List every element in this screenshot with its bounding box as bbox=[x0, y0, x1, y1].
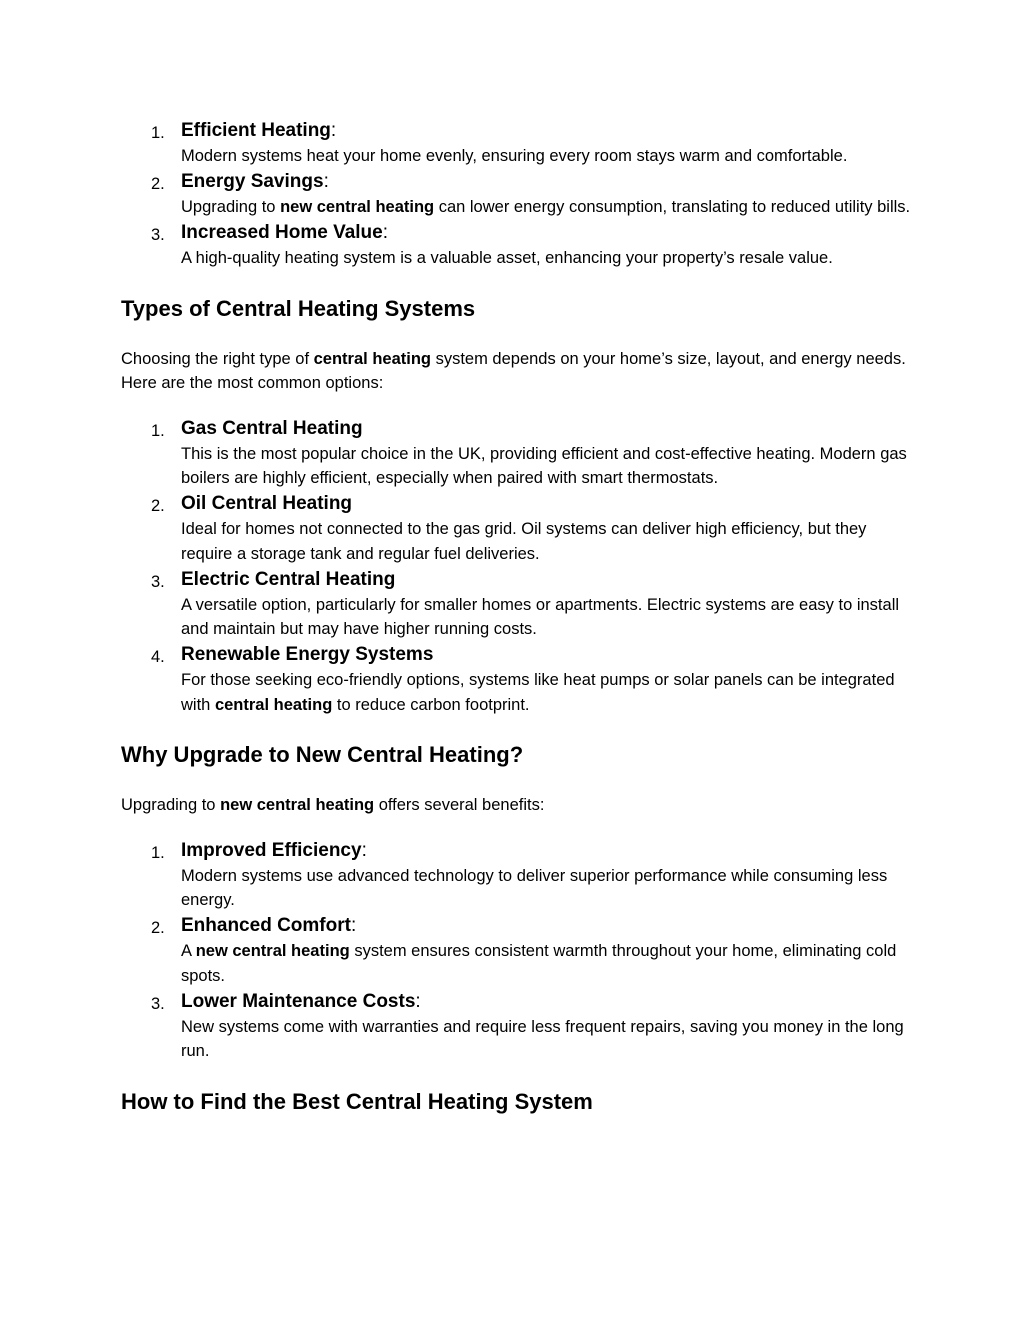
list-number: 4. bbox=[151, 648, 165, 666]
list-item-title-suffix: : bbox=[350, 915, 357, 936]
list-number: 1. bbox=[151, 843, 165, 862]
benefits-list bbox=[121, 118, 911, 271]
list-item-title-text: Gas Central Heating bbox=[181, 417, 363, 439]
list-item-title-suffix: : bbox=[330, 120, 337, 141]
text-run: Modern systems use advanced technology to deliver superior performance while consuming less energy. bbox=[181, 866, 888, 909]
text-run: Modern systems heat your home evenly, ensuring every room stays warm and comfortable. bbox=[181, 147, 848, 165]
list-item-description bbox=[181, 246, 911, 271]
text-run: For those seeking eco-friendly options, systems like heat pumps or solar panels can be integrated with bbox=[181, 671, 895, 714]
list-item-title bbox=[181, 220, 911, 246]
bold-keyword: new central heating bbox=[280, 198, 435, 216]
list-item-title bbox=[181, 118, 911, 144]
list-number: 2. bbox=[151, 175, 165, 193]
list-item-description bbox=[181, 939, 911, 988]
section-heading-upgrade: Why Upgrade to New Central Heating? bbox=[121, 742, 524, 767]
list-item-title-suffix: : bbox=[415, 990, 421, 1012]
list-item-title-suffix: : bbox=[361, 839, 367, 861]
list-item-title bbox=[181, 989, 911, 1015]
list-item-title bbox=[181, 913, 911, 939]
list-item-title bbox=[181, 567, 911, 593]
text-run: Ideal for homes not connected to the gas grid. Oil systems can deliver high efficiency, but they require a storage tank and regular fuel deliveries. bbox=[181, 520, 867, 563]
list-item-title-text: Oil Central Heating bbox=[181, 493, 353, 514]
list-item bbox=[121, 567, 911, 642]
list-item-title-text: Increased Home Value bbox=[181, 222, 383, 243]
list-item-title bbox=[181, 642, 911, 668]
paragraph-types-intro bbox=[121, 347, 911, 396]
text-run: to reduce carbon footprint. bbox=[332, 695, 530, 714]
text-run: Upgrading to bbox=[181, 198, 281, 216]
bold-keyword: new central heating bbox=[195, 942, 350, 960]
list-item-title bbox=[181, 491, 911, 517]
text-run: A bbox=[181, 942, 196, 960]
list-item bbox=[121, 989, 911, 1064]
list-number: 2. bbox=[151, 497, 165, 515]
list-item-description bbox=[181, 195, 911, 220]
list-item bbox=[121, 169, 911, 220]
list-item-title-text: Electric Central Heating bbox=[181, 568, 396, 590]
text-run: New systems come with warranties and require less frequent repairs, saving you money in the long run. bbox=[181, 1017, 904, 1060]
list-number: 3. bbox=[151, 226, 165, 244]
list-number: 3. bbox=[151, 994, 165, 1013]
list-item bbox=[121, 220, 911, 271]
list-item-title-text: Efficient Heating bbox=[181, 120, 331, 141]
list-item bbox=[121, 838, 911, 913]
list-number: 2. bbox=[151, 919, 165, 937]
text-run: This is the most popular choice in the UK, providing efficient and cost-effective heating. Modern gas boilers are highly efficient, especially when paired with smart thermostats. bbox=[181, 444, 907, 487]
bold-keyword: central heating bbox=[313, 349, 431, 368]
text-run: system ensures consistent warmth throughout your home, eliminating cold spots. bbox=[181, 942, 897, 985]
text-run: can lower energy consumption, translating to reduced utility bills. bbox=[434, 198, 911, 216]
list-item-description bbox=[181, 593, 911, 642]
list-number: 1. bbox=[151, 421, 165, 440]
text-run: Upgrading to bbox=[121, 796, 221, 814]
list-item-title-text: Enhanced Comfort bbox=[181, 915, 351, 936]
text-run: A high-quality heating system is a valuable asset, enhancing your property’s resale value. bbox=[181, 249, 833, 267]
list-item-title-text: Improved Efficiency bbox=[181, 839, 362, 861]
list-item-title-suffix: : bbox=[323, 171, 329, 192]
text-run: Choosing the right type of bbox=[121, 349, 314, 368]
list-item-description bbox=[181, 517, 911, 566]
list-item-description bbox=[181, 668, 911, 717]
list-item bbox=[121, 416, 911, 491]
list-item-description bbox=[181, 442, 911, 491]
list-item bbox=[121, 491, 911, 566]
bold-keyword: central heating bbox=[214, 695, 333, 714]
text-run: system depends on your home’s size, layout, and energy needs. Here are the most common options: bbox=[121, 349, 906, 392]
list-item-title-suffix: : bbox=[382, 222, 388, 243]
upgrade-benefits-list bbox=[121, 838, 911, 1064]
list-item-title bbox=[181, 416, 911, 442]
list-item bbox=[121, 118, 911, 169]
list-item-description bbox=[181, 144, 911, 169]
document-page bbox=[121, 118, 911, 1117]
list-item-title bbox=[181, 838, 911, 864]
list-item-title-text: Renewable Energy Systems bbox=[181, 644, 434, 665]
list-item-description bbox=[181, 1015, 911, 1064]
bold-keyword: new central heating bbox=[220, 796, 375, 814]
list-item-title-text: Energy Savings bbox=[181, 171, 324, 192]
text-run: offers several benefits: bbox=[374, 796, 545, 814]
list-number: 1. bbox=[151, 124, 165, 142]
list-item bbox=[121, 913, 911, 988]
list-item-title bbox=[181, 169, 911, 195]
section-heading-find: How to Find the Best Central Heating System bbox=[121, 1088, 593, 1114]
list-item-title-text: Lower Maintenance Costs bbox=[181, 990, 416, 1012]
section-heading-types: Types of Central Heating Systems bbox=[121, 295, 476, 321]
list-number: 3. bbox=[151, 572, 165, 591]
heating-types-list bbox=[121, 416, 911, 718]
text-run: A versatile option, particularly for smaller homes or apartments. Electric systems are easy to install and maintain but may have higher running costs. bbox=[181, 595, 900, 638]
list-item-description bbox=[181, 864, 911, 913]
list-item bbox=[121, 642, 911, 717]
paragraph-upgrade-intro bbox=[121, 793, 911, 818]
